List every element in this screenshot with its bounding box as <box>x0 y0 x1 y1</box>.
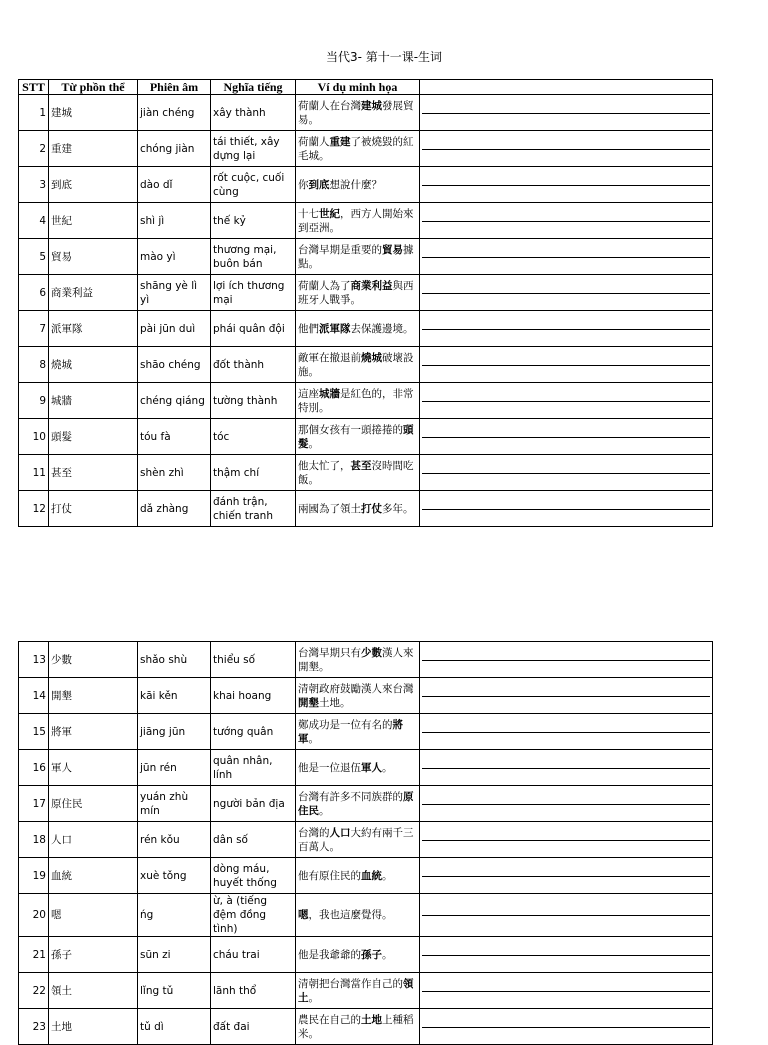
table-row <box>19 973 713 1009</box>
example-text: 台灣有許多不同族群的 <box>298 790 403 803</box>
example-highlight: 燒城 <box>361 351 382 364</box>
example-sentence <box>296 678 420 714</box>
traditional-word: 到底 <box>49 167 138 203</box>
table-row <box>19 347 713 383</box>
traditional-word: 領土 <box>49 973 138 1009</box>
meaning: thương mại, buôn bán <box>211 239 296 275</box>
vocab-table-top <box>18 79 713 527</box>
writing-line <box>422 1026 710 1028</box>
meaning: đất đai <box>211 1009 296 1045</box>
header-example: Ví dụ minh họa <box>296 80 420 95</box>
writing-line <box>422 184 710 186</box>
row-number: 14 <box>19 678 49 714</box>
pinyin: ńg <box>138 894 211 937</box>
example-sentence <box>296 937 420 973</box>
example-highlight: 領土 <box>298 977 414 1004</box>
example-highlight: 血統 <box>361 869 382 882</box>
traditional-word: 開墾 <box>49 678 138 714</box>
table-row <box>19 131 713 167</box>
writing-line-cell <box>420 894 713 937</box>
pinyin: yuán zhù mín <box>138 786 211 822</box>
example-text: 農民在自己的 <box>298 1013 361 1026</box>
example-highlight: 打仗 <box>361 502 382 515</box>
example-text: 荷蘭人在台灣 <box>298 99 361 112</box>
example-text: 與西班牙人戰爭。 <box>298 279 414 306</box>
writing-line-cell <box>420 311 713 347</box>
example-sentence <box>296 347 420 383</box>
example-highlight: 到底 <box>308 178 330 191</box>
header-meaning: Nghĩa tiếng <box>211 80 296 95</box>
writing-line <box>422 112 710 114</box>
pinyin: chéng qiáng <box>138 383 211 419</box>
meaning: phái quân đội <box>211 311 296 347</box>
writing-line-cell <box>420 678 713 714</box>
example-text: 你 <box>298 178 309 191</box>
example-highlight: 世紀 <box>319 207 340 220</box>
writing-line-cell <box>420 95 713 131</box>
row-number: 13 <box>19 642 49 678</box>
writing-line <box>422 767 710 769</box>
writing-line <box>422 400 710 402</box>
table-row <box>19 455 713 491</box>
pinyin: shāo chéng <box>138 347 211 383</box>
example-text: 台灣早期是重要的 <box>298 243 382 256</box>
example-highlight: 開墾 <box>298 696 319 709</box>
example-text: 敵軍在撤退前 <box>298 351 361 364</box>
table-row <box>19 894 713 937</box>
traditional-word: 甚至 <box>49 455 138 491</box>
table-row <box>19 419 713 455</box>
writing-line-cell <box>420 491 713 527</box>
example-text: 荷蘭人為了 <box>298 279 351 292</box>
writing-line-cell <box>420 167 713 203</box>
example-text: 他太忙了， <box>298 459 351 472</box>
pinyin: lǐng tǔ <box>138 973 211 1009</box>
example-text: 上種稻米。 <box>298 1013 414 1040</box>
row-number: 22 <box>19 973 49 1009</box>
example-text: 清朝把台灣當作自己的 <box>298 977 403 990</box>
example-highlight: 土地 <box>361 1013 382 1026</box>
writing-line <box>422 803 710 805</box>
writing-line-cell <box>420 642 713 678</box>
meaning: xây thành <box>211 95 296 131</box>
pinyin: tóu fà <box>138 419 211 455</box>
traditional-word: 原住民 <box>49 786 138 822</box>
example-highlight: 建城 <box>361 99 382 112</box>
meaning: đánh trận, chiến tranh <box>211 491 296 527</box>
pinyin: pài jūn duì <box>138 311 211 347</box>
writing-line <box>422 839 710 841</box>
meaning: khai hoang <box>211 678 296 714</box>
row-number: 11 <box>19 455 49 491</box>
example-text: 想說什麼？ <box>329 178 382 191</box>
pinyin: jiāng jūn <box>138 714 211 750</box>
example-text: 。 <box>308 437 319 450</box>
writing-line <box>422 148 710 150</box>
row-number: 18 <box>19 822 49 858</box>
writing-line <box>422 220 710 222</box>
example-highlight: 貿易 <box>382 243 403 256</box>
writing-line-cell <box>420 858 713 894</box>
writing-line-cell <box>420 750 713 786</box>
example-sentence <box>296 894 420 937</box>
example-highlight: 少數 <box>361 646 382 659</box>
page-title: 当代3- 第十一课-生词 <box>325 50 443 64</box>
writing-line-cell <box>420 937 713 973</box>
row-number: 16 <box>19 750 49 786</box>
pinyin: sūn zi <box>138 937 211 973</box>
example-sentence <box>296 203 420 239</box>
example-highlight: 派軍隊 <box>319 322 351 335</box>
example-text: 鄭成功是一位有名的 <box>298 718 393 731</box>
meaning: thế kỷ <box>211 203 296 239</box>
table-row <box>19 239 713 275</box>
pinyin: shāng yè lì yì <box>138 275 211 311</box>
traditional-word: 派軍隊 <box>49 311 138 347</box>
pinyin: kāi kěn <box>138 678 211 714</box>
example-text: 。 <box>308 732 319 745</box>
traditional-word: 建城 <box>49 95 138 131</box>
table-body-top <box>19 95 713 527</box>
example-sentence <box>296 239 420 275</box>
row-number: 23 <box>19 1009 49 1045</box>
meaning: tóc <box>211 419 296 455</box>
example-sentence <box>296 642 420 678</box>
example-sentence <box>296 419 420 455</box>
example-highlight: 將軍 <box>298 718 403 745</box>
row-number: 20 <box>19 894 49 937</box>
example-highlight: 軍人 <box>361 761 382 774</box>
example-sentence <box>296 714 420 750</box>
header-traditional: Từ phồn thể <box>49 80 138 95</box>
table-row <box>19 203 713 239</box>
traditional-word: 重建 <box>49 131 138 167</box>
meaning: tường thành <box>211 383 296 419</box>
table-header-row <box>19 80 713 95</box>
example-sentence <box>296 383 420 419</box>
example-text: 十七 <box>298 207 319 220</box>
pinyin: dǎ zhàng <box>138 491 211 527</box>
meaning: thiểu số <box>211 642 296 678</box>
example-sentence <box>296 786 420 822</box>
writing-line-cell <box>420 203 713 239</box>
example-sentence <box>296 822 420 858</box>
writing-line-cell <box>420 973 713 1009</box>
example-text: 是紅色的，非常特別。 <box>298 387 414 414</box>
table-row <box>19 750 713 786</box>
example-highlight: 頭髮 <box>298 423 414 450</box>
example-text: 他是一位退伍 <box>298 761 361 774</box>
meaning: tướng quân <box>211 714 296 750</box>
table-row <box>19 642 713 678</box>
example-highlight: 商業利益 <box>350 279 393 292</box>
example-text: 。 <box>382 948 393 961</box>
header-blank <box>420 80 713 95</box>
writing-line-cell <box>420 275 713 311</box>
table-row <box>19 786 713 822</box>
meaning: quân nhân, lính <box>211 750 296 786</box>
row-number: 6 <box>19 275 49 311</box>
row-number: 2 <box>19 131 49 167</box>
pinyin: shèn zhì <box>138 455 211 491</box>
header-stt: STT <box>19 80 49 95</box>
row-number: 12 <box>19 491 49 527</box>
example-highlight: 甚至 <box>350 459 372 472</box>
meaning: ừ, à (tiếng đệm đồng tình) <box>211 894 296 937</box>
writing-line <box>422 256 710 258</box>
writing-line-cell <box>420 714 713 750</box>
example-text: 台灣早期只有 <box>298 646 361 659</box>
writing-line-cell <box>420 419 713 455</box>
row-number: 19 <box>19 858 49 894</box>
writing-line <box>422 954 710 956</box>
writing-line-cell <box>420 822 713 858</box>
writing-line <box>422 914 710 916</box>
table-row <box>19 275 713 311</box>
row-number: 5 <box>19 239 49 275</box>
meaning: lãnh thổ <box>211 973 296 1009</box>
table-row <box>19 678 713 714</box>
row-number: 21 <box>19 937 49 973</box>
row-number: 17 <box>19 786 49 822</box>
example-text: 多年。 <box>382 502 414 515</box>
writing-line <box>422 659 710 661</box>
meaning: dân số <box>211 822 296 858</box>
table-row <box>19 95 713 131</box>
example-highlight: 城牆 <box>319 387 340 400</box>
example-highlight: 孫子 <box>361 948 382 961</box>
traditional-word: 城牆 <box>49 383 138 419</box>
meaning: tái thiết, xây dựng lại <box>211 131 296 167</box>
example-sentence <box>296 167 420 203</box>
example-text: 破壞設施。 <box>298 351 414 378</box>
table-row <box>19 311 713 347</box>
row-number: 7 <box>19 311 49 347</box>
meaning: cháu trai <box>211 937 296 973</box>
traditional-word: 燒城 <box>49 347 138 383</box>
example-text: 荷蘭人 <box>298 135 330 148</box>
pinyin: jiàn chéng <box>138 95 211 131</box>
meaning: dòng máu, huyết thống <box>211 858 296 894</box>
meaning: rốt cuộc, cuối cùng <box>211 167 296 203</box>
writing-line <box>422 731 710 733</box>
traditional-word: 血統 <box>49 858 138 894</box>
writing-line <box>422 328 710 330</box>
example-highlight: 重建 <box>329 135 351 148</box>
writing-line-cell <box>420 239 713 275</box>
vocab-table-bottom <box>18 641 713 1045</box>
traditional-word: 打仗 <box>49 491 138 527</box>
traditional-word: 世紀 <box>49 203 138 239</box>
row-number: 1 <box>19 95 49 131</box>
writing-line <box>422 364 710 366</box>
pinyin: jūn rén <box>138 750 211 786</box>
example-highlight: 嗯 <box>298 909 309 921</box>
writing-line <box>422 508 710 510</box>
pinyin: mào yì <box>138 239 211 275</box>
traditional-word: 嗯 <box>49 894 138 937</box>
writing-line <box>422 472 710 474</box>
header-pinyin: Phiên âm <box>138 80 211 95</box>
example-text: 他有原住民的 <box>298 869 361 882</box>
table-row <box>19 822 713 858</box>
example-sentence <box>296 1009 420 1045</box>
example-sentence <box>296 95 420 131</box>
table-row <box>19 858 713 894</box>
example-highlight: 人口 <box>329 826 351 839</box>
example-text: 漢人來開墾。 <box>298 646 414 673</box>
writing-line-cell <box>420 131 713 167</box>
row-number: 15 <box>19 714 49 750</box>
table-row <box>19 167 713 203</box>
writing-line-cell <box>420 455 713 491</box>
table-row <box>19 383 713 419</box>
table-row <box>19 491 713 527</box>
traditional-word: 將軍 <box>49 714 138 750</box>
traditional-word: 孫子 <box>49 937 138 973</box>
meaning: người bản địa <box>211 786 296 822</box>
example-text: 清朝政府鼓勵漢人來台灣 <box>298 682 414 695</box>
example-text: 大約有兩千三百萬人。 <box>298 826 414 853</box>
example-sentence <box>296 973 420 1009</box>
meaning: lợi ích thương mại <box>211 275 296 311</box>
example-text: 。 <box>319 804 330 817</box>
pinyin: dào dǐ <box>138 167 211 203</box>
traditional-word: 少數 <box>49 642 138 678</box>
table-body-bottom <box>19 642 713 1045</box>
row-number: 8 <box>19 347 49 383</box>
traditional-word: 貿易 <box>49 239 138 275</box>
example-text: 他是我爺爺的 <box>298 948 361 961</box>
example-text: 。 <box>382 761 393 774</box>
example-sentence <box>296 455 420 491</box>
example-text: 了被燒毀的紅毛城。 <box>298 135 414 162</box>
pinyin: chóng jiàn <box>138 131 211 167</box>
row-number: 3 <box>19 167 49 203</box>
traditional-word: 頭髮 <box>49 419 138 455</box>
traditional-word: 人口 <box>49 822 138 858</box>
example-text: 。 <box>382 869 393 882</box>
example-text: 台灣的 <box>298 826 330 839</box>
example-highlight: 原住民 <box>298 790 414 817</box>
row-number: 4 <box>19 203 49 239</box>
pinyin: tǔ dì <box>138 1009 211 1045</box>
writing-line-cell <box>420 786 713 822</box>
example-sentence <box>296 275 420 311</box>
table-row <box>19 937 713 973</box>
example-sentence <box>296 311 420 347</box>
row-number: 10 <box>19 419 49 455</box>
pinyin: shǎo shù <box>138 642 211 678</box>
writing-line-cell <box>420 383 713 419</box>
example-text: ，我也這麼覺得。 <box>308 909 393 921</box>
example-text: 據點。 <box>298 243 414 270</box>
pinyin: rén kǒu <box>138 822 211 858</box>
example-sentence <box>296 131 420 167</box>
writing-line <box>422 292 710 294</box>
table-row <box>19 1009 713 1045</box>
example-text: 這座 <box>298 387 319 400</box>
example-text: 他們 <box>298 322 319 335</box>
example-text: 發展貿易。 <box>298 99 414 126</box>
meaning: thậm chí <box>211 455 296 491</box>
example-text: ，西方人開始來到亞洲。 <box>298 207 414 234</box>
example-text: 土地。 <box>319 696 351 709</box>
example-text: 。 <box>308 991 319 1004</box>
example-text: 兩國為了領土 <box>298 502 361 515</box>
traditional-word: 商業利益 <box>49 275 138 311</box>
example-text: 那個女孩有一頭捲捲的 <box>298 423 403 436</box>
example-sentence <box>296 491 420 527</box>
writing-line-cell <box>420 347 713 383</box>
writing-line <box>422 990 710 992</box>
example-sentence <box>296 750 420 786</box>
writing-line <box>422 875 710 877</box>
traditional-word: 土地 <box>49 1009 138 1045</box>
writing-line <box>422 695 710 697</box>
table-row <box>19 714 713 750</box>
example-text: 沒時間吃飯。 <box>298 459 414 486</box>
example-sentence <box>296 858 420 894</box>
pinyin: xuè tǒng <box>138 858 211 894</box>
traditional-word: 軍人 <box>49 750 138 786</box>
writing-line-cell <box>420 1009 713 1045</box>
row-number: 9 <box>19 383 49 419</box>
meaning: đốt thành <box>211 347 296 383</box>
pinyin: shì jì <box>138 203 211 239</box>
example-text: 去保護邊境。 <box>350 322 414 335</box>
writing-line <box>422 436 710 438</box>
